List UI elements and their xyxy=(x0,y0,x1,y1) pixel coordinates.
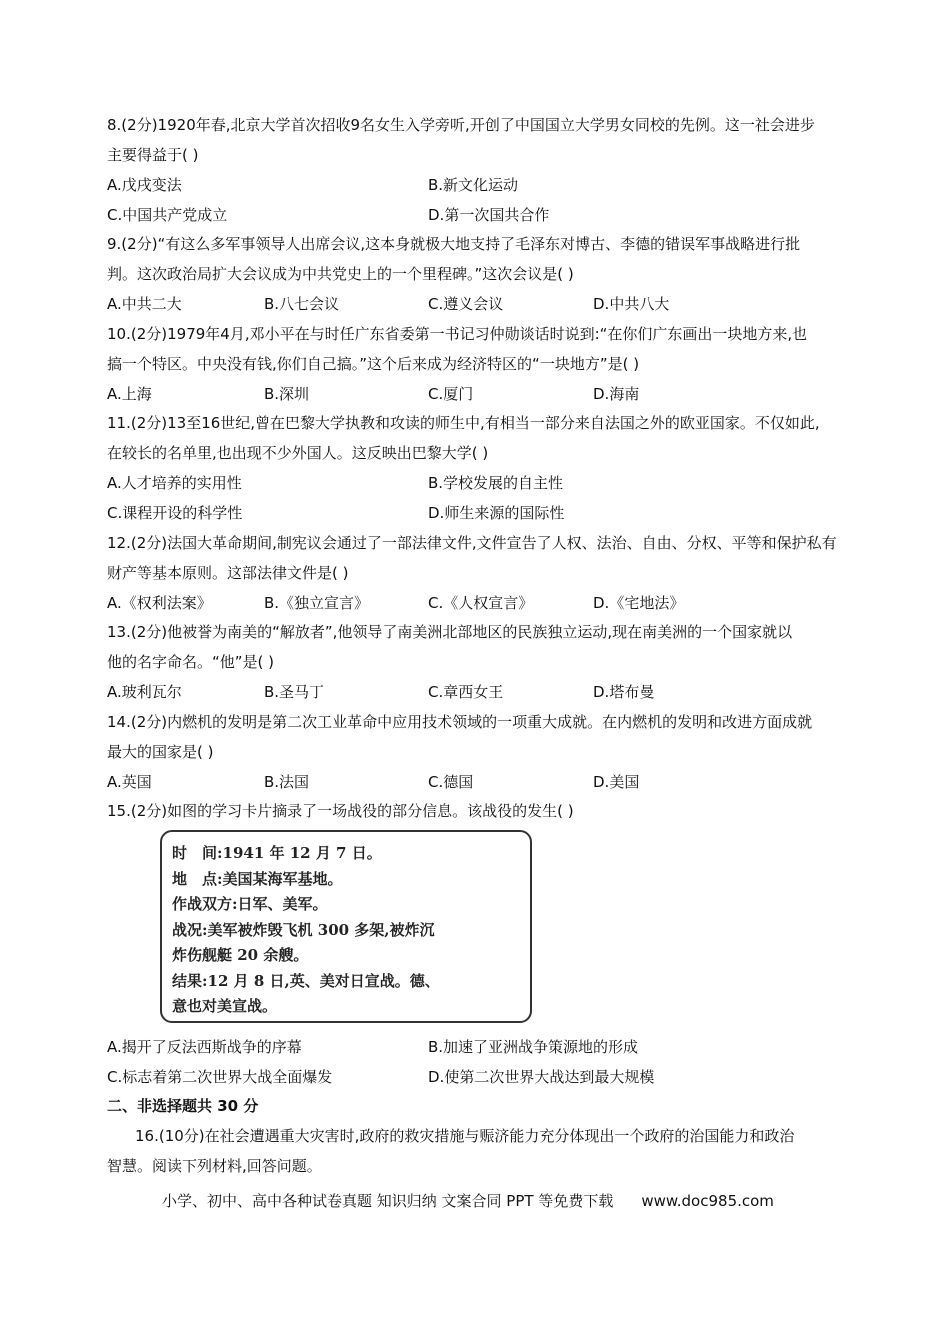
page-footer xyxy=(162,1191,774,1211)
q9-option-a: A.中共二大 xyxy=(107,295,182,313)
q11-stem-line-2: 在较长的名单里,也出现不少外国人。这反映出巴黎大学( ) xyxy=(107,444,489,462)
q15-option-c: C.标志着第二次世界大战全面爆发 xyxy=(107,1068,333,1086)
q9-option-d: D.中共八大 xyxy=(593,295,670,313)
q15-option-a: A.揭开了反法西斯战争的序幕 xyxy=(107,1038,302,1056)
q14-option-a: A.英国 xyxy=(107,773,152,791)
card-line-result-2: 意也对美宣战。 xyxy=(172,997,278,1015)
q13-option-b: B.圣马丁 xyxy=(264,683,325,701)
q10-stem-line-1: 10.(2分)1979年4月,邓小平在与时任广东省委第一书记习仲勋谈话时说到:“在你们广东画出一块地方来,也 xyxy=(107,325,808,343)
q14-option-b: B.法国 xyxy=(264,773,310,791)
q11-option-a: A.人才培养的实用性 xyxy=(107,474,242,492)
q14-stem-line-2: 最大的国家是( ) xyxy=(107,743,214,761)
section-title: 二、非选择题共 30 分 xyxy=(107,1097,259,1115)
study-card xyxy=(160,830,532,1023)
q10-option-a: A.上海 xyxy=(107,385,152,403)
q12-option-c: C.《人权宣言》 xyxy=(428,594,534,612)
q8-stem-line-1: 8.(2分)1920年春,北京大学首次招收9名女生入学旁听,开创了中国国立大学男女同校的先例。这一社会进步 xyxy=(107,116,815,134)
q9-stem-line-1: 9.(2分)“有这么多军事领导人出席会议,这本身就极大地支持了毛泽东对博古、李德的错误军事战略进行批 xyxy=(107,235,801,253)
q12-option-d: D.《宅地法》 xyxy=(593,594,685,612)
card-line-situation-1: 战况:美军被炸毁飞机 300 多架,被炸沉 xyxy=(172,920,435,939)
q11-option-d: D.师生来源的国际性 xyxy=(428,504,565,522)
q14-option-d: D.美国 xyxy=(593,773,640,791)
footer-text: 小学、初中、高中各种试卷真题 知识归纳 文案合同 PPT 等免费下载 xyxy=(162,1192,614,1210)
q16-stem-line-1: 16.(10分)在社会遭遇重大灾害时,政府的救灾措施与赈济能力充分体现出一个政府的治国能力和政治 xyxy=(135,1127,795,1145)
q16-stem-line-2: 智慧。阅读下列材料,回答问题。 xyxy=(107,1157,322,1175)
q15-option-b: B.加速了亚洲战争策源地的形成 xyxy=(428,1038,639,1056)
q15-option-d: D.使第二次世界大战达到最大规模 xyxy=(428,1068,655,1086)
q14-option-c: C.德国 xyxy=(428,773,474,791)
q10-option-c: C.厦门 xyxy=(428,385,474,403)
q9-option-b: B.八七会议 xyxy=(264,295,340,313)
q10-stem-line-2: 搞一个特区。中央没有钱,你们自己搞。”这个后来成为经济特区的“一块地方”是( ) xyxy=(107,355,640,373)
q9-option-c: C.遵义会议 xyxy=(428,295,504,313)
q8-option-c: C.中国共产党成立 xyxy=(107,206,228,224)
q12-option-a: A.《权利法案》 xyxy=(107,594,212,612)
q11-stem-line-1: 11.(2分)13至16世纪,曾在巴黎大学执教和攻读的师生中,有相当一部分来自法国之外的欧亚国家。不仅如此, xyxy=(107,414,820,432)
q10-option-b: B.深圳 xyxy=(264,385,310,403)
q13-option-d: D.塔布曼 xyxy=(593,683,655,701)
footer-url[interactable]: www.doc985.com xyxy=(641,1192,774,1210)
q9-stem-line-2: 判。这次政治局扩大会议成为中共党史上的一个里程碑。”这次会议是( ) xyxy=(107,265,574,283)
q10-option-d: D.海南 xyxy=(593,385,640,403)
q8-option-b: B.新文化运动 xyxy=(428,176,519,194)
card-line-time: 时 间:1941 年 12 月 7 日。 xyxy=(172,844,382,862)
q13-stem-line-2: 他的名字命名。“他”是( ) xyxy=(107,653,275,671)
q13-stem-line-1: 13.(2分)他被誉为南美的“解放者”,他领导了南美洲北部地区的民族独立运动,现在南美洲的一个国家就以 xyxy=(107,623,793,641)
card-line-situation-2: 炸伤舰艇 20 余艘。 xyxy=(172,946,309,964)
card-line-place: 地 点:美国某海军基地。 xyxy=(172,869,343,888)
q11-option-c: C.课程开设的科学性 xyxy=(107,504,243,522)
q8-option-a: A.戊戌变法 xyxy=(107,176,182,194)
card-line-result-1: 结果:12 月 8 日,英、美对日宣战。德、 xyxy=(172,971,440,990)
q8-stem-line-2: 主要得益于( ) xyxy=(107,146,199,164)
q12-stem-line-1: 12.(2分)法国大革命期间,制宪议会通过了一部法律文件,文件宣告了人权、法治、自由、分权、平等和保护私有 xyxy=(107,534,837,552)
q12-option-b: B.《独立宣言》 xyxy=(264,594,370,612)
q14-stem-line-1: 14.(2分)内燃机的发明是第二次工业革命中应用技术领域的一项重大成就。在内燃机的发明和改进方面成就 xyxy=(107,713,813,731)
q13-option-c: C.章西女王 xyxy=(428,683,504,701)
q11-option-b: B.学校发展的自主性 xyxy=(428,474,564,492)
q12-stem-line-2: 财产等基本原则。这部法律文件是( ) xyxy=(107,564,349,582)
q13-option-a: A.玻利瓦尔 xyxy=(107,683,182,701)
q8-option-d: D.第一次国共合作 xyxy=(428,206,550,224)
card-line-sides: 作战双方:日军、美军。 xyxy=(172,895,328,913)
q15-stem-line-1: 15.(2分)如图的学习卡片摘录了一场战役的部分信息。该战役的发生( ) xyxy=(107,802,574,820)
